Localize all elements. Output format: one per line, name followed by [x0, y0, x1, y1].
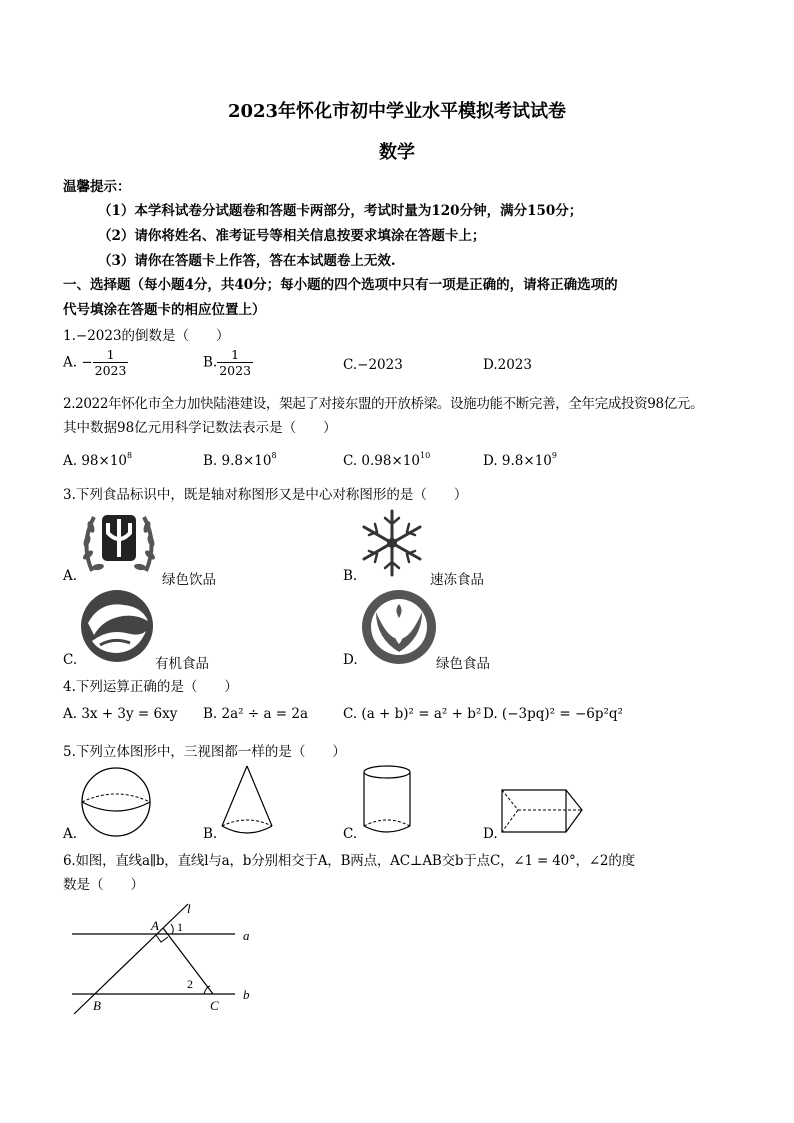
q1-option-a — [63, 347, 128, 378]
q3-option-a-label: 绿色饮品 — [162, 572, 216, 588]
q2-d-exp: 9 — [551, 451, 557, 460]
q3-option-d-letter: D. — [343, 652, 358, 668]
q2-option-b — [203, 451, 277, 469]
q3-option-c-letter: C. — [63, 652, 78, 668]
q3-stem: 3.下列食品标识中，既是轴对称图形又是中心对称图形的是（ ） — [63, 487, 468, 503]
q2-d-base: D. 9.8×10 — [483, 453, 552, 469]
organic-food-logo-icon — [78, 587, 156, 665]
q2-b-base: B. 9.8×10 — [203, 453, 272, 469]
q4-option-a: A. 3x + 3y = 6xy — [63, 706, 178, 722]
q1-option-b — [203, 347, 253, 378]
q5-option-c: C. — [343, 826, 358, 842]
q4-option-b: B. 2a² ÷ a = 2a — [203, 706, 309, 722]
triangular-prism-icon — [500, 782, 585, 838]
q1-option-c: C.−2023 — [343, 357, 403, 373]
label-a: a — [243, 928, 250, 943]
green-drink-logo-icon — [78, 505, 160, 581]
q6-stem-line2: 数是（ ） — [63, 877, 144, 893]
q4-option-c: C. (a + b)² = a² + b² — [343, 706, 482, 722]
subject-title: 数学 — [379, 142, 415, 163]
cone-icon — [220, 764, 274, 838]
angle-1-arc — [171, 924, 173, 934]
notice-item-1: （1）本学科试卷分试题卷和答题卡两部分，考试时量为120分钟，满分150分； — [98, 203, 583, 219]
q4-option-d: D. (−3pq)² = −6p²q² — [483, 706, 623, 722]
q1-option-d: D.2023 — [483, 357, 532, 373]
q5-option-d: D. — [483, 826, 498, 842]
q1-stem: 1.−2023的倒数是（ ） — [63, 328, 230, 344]
q3-option-b-letter: B. — [343, 568, 358, 584]
q2-option-d — [483, 451, 557, 469]
notice-item-3: （3）请你在答题卡上作答，答在本试题卷上无效. — [98, 253, 396, 269]
q5-option-b: B. — [203, 826, 218, 842]
angle-2-arc — [204, 986, 210, 994]
q1-b-denominator: 2023 — [219, 363, 252, 378]
section-heading-line1: 一、选择题（每小题4分，共40分；每小题的四个选项中只有一项是正确的，请将正确选项的 — [63, 277, 618, 293]
right-angle-mark — [156, 935, 168, 942]
q2-option-a — [63, 451, 132, 469]
green-food-logo-icon — [360, 588, 438, 666]
q3-option-b-label: 速冻食品 — [430, 572, 484, 588]
q5-option-a: A. — [63, 826, 78, 842]
q2-option-c — [343, 451, 430, 469]
q5-stem: 5.下列立体图形中，三视图都一样的是（ ） — [63, 744, 346, 760]
q2-b-exp: 8 — [271, 451, 277, 460]
q6-geometry-figure — [60, 898, 270, 1018]
q1-b-numerator: 1 — [217, 347, 253, 363]
notice-heading: 温馨提示： — [63, 179, 131, 195]
label-C: C — [210, 998, 219, 1013]
label-angle-1: 1 — [177, 920, 183, 934]
q2-stem-line1: 2.2022年怀化市全力加快陆港建设，架起了对接东盟的开放桥梁。设施功能不断完善，全年完成投资98亿元。 — [63, 396, 704, 412]
q3-option-a-letter: A. — [63, 568, 78, 584]
notice-item-2: （2）请你将姓名、准考证号等相关信息按要求填涂在答题卡上； — [98, 228, 486, 244]
line-l — [74, 904, 188, 1014]
q3-option-c-label: 有机食品 — [155, 656, 209, 672]
q1-b-fraction — [217, 347, 253, 378]
q1-a-fraction — [93, 347, 129, 378]
q2-stem-line2: 其中数据98亿元用科学记数法表示是（ ） — [63, 420, 337, 436]
section-heading-line2: 代号填涂在答题卡的相应位置上） — [63, 302, 266, 318]
q3-option-d-label: 绿色食品 — [436, 656, 490, 672]
q2-c-base: C. 0.98×10 — [343, 453, 420, 469]
q1-a-label: A. − — [63, 354, 93, 371]
q4-stem: 4.下列运算正确的是（ ） — [63, 679, 238, 695]
page-title: 2023年怀化市初中学业水平模拟考试试卷 — [227, 101, 567, 122]
snowflake-logo-icon — [357, 508, 427, 578]
q2-c-exp: 10 — [419, 451, 431, 460]
label-A: A — [151, 918, 159, 933]
q1-b-label: B. — [203, 354, 218, 371]
sphere-icon — [80, 766, 152, 838]
q2-a-base: A. 98×10 — [63, 453, 127, 469]
label-l: l — [187, 901, 191, 916]
label-b: b — [243, 987, 250, 1002]
q1-a-numerator: 1 — [93, 347, 129, 363]
label-angle-2: 2 — [187, 977, 193, 991]
q2-a-exp: 8 — [127, 451, 133, 460]
q6-stem-line1: 6.如图，直线a∥b，直线l与a，b分别相交于A，B两点，AC⊥AB交b于点C，∠1 = 40°，∠2的度 — [63, 853, 635, 869]
cylinder-icon — [362, 764, 412, 836]
q1-a-denominator: 2023 — [94, 363, 127, 378]
label-B: B — [93, 998, 101, 1013]
